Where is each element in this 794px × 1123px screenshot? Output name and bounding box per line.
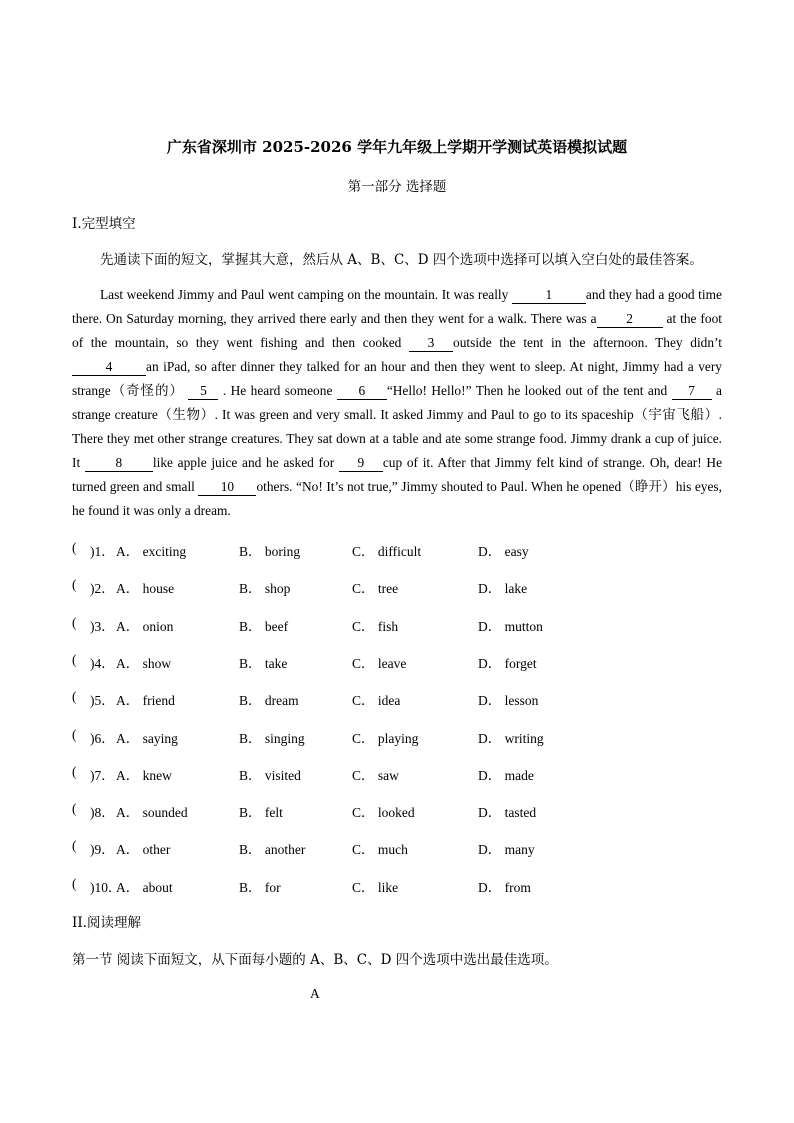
option-a: A． sounded bbox=[116, 805, 188, 821]
option-a: A． show bbox=[116, 655, 172, 671]
passage-text: like apple juice and he asked for bbox=[152, 455, 339, 470]
question-row bbox=[72, 689, 722, 709]
option-b: B． another bbox=[239, 842, 306, 858]
option-d: D． writing bbox=[478, 730, 544, 746]
passage-text: others. “No! It’s not true,” Jimmy shouted to Paul. When he opened（睁开）his eyes, he found it was only a dream. bbox=[72, 479, 722, 518]
blank-8: 8 bbox=[85, 455, 153, 472]
option-c: C． playing bbox=[352, 730, 419, 746]
section-heading-cloze: I.完型填空 bbox=[72, 216, 136, 232]
question-number: )1． bbox=[90, 544, 115, 559]
question-number: )3． bbox=[90, 618, 115, 634]
option-c: C． like bbox=[352, 879, 399, 895]
question-number: )7． bbox=[90, 767, 115, 783]
part-heading: 第一部分 选择题 bbox=[347, 179, 447, 195]
answer-paren[interactable]: ( bbox=[72, 651, 77, 667]
answer-paren[interactable]: ( bbox=[72, 577, 77, 593]
option-b: B． dream bbox=[239, 693, 299, 709]
option-b: B． take bbox=[239, 655, 288, 671]
question-number: )10． bbox=[90, 879, 122, 895]
question-number: )4． bbox=[90, 655, 115, 671]
reading-instruction: 第一节 阅读下面短文，从下面每小题的 A、B、C、D 四个选项中选出最佳选项。 bbox=[72, 952, 558, 968]
question-row bbox=[72, 577, 722, 597]
question-number: )8． bbox=[90, 805, 115, 821]
option-c: C． looked bbox=[352, 805, 415, 821]
page-title: 广东省深圳市 2025-2026 学年九年级上学期开学测试英语模拟试题 bbox=[166, 138, 628, 156]
answer-paren[interactable]: ( bbox=[72, 875, 77, 891]
blank-3: 3 bbox=[409, 335, 453, 352]
answer-paren[interactable]: ( bbox=[72, 838, 77, 854]
option-d: D． lesson bbox=[478, 693, 539, 709]
option-b: B． beef bbox=[239, 618, 289, 634]
blank-7: 7 bbox=[672, 383, 712, 400]
option-c: C． leave bbox=[352, 655, 407, 671]
section-heading-reading: II.阅读理解 bbox=[72, 915, 141, 931]
question-row bbox=[72, 615, 722, 635]
option-d: D． many bbox=[478, 842, 535, 858]
option-d: D． from bbox=[478, 879, 531, 895]
blank-10: 10 bbox=[198, 479, 256, 496]
question-row bbox=[72, 727, 722, 747]
passage-text: Last weekend Jimmy and Paul went camping on the mountain. It was really bbox=[100, 287, 512, 302]
option-a: A． friend bbox=[116, 693, 175, 709]
question-row bbox=[72, 764, 722, 784]
option-b: B． boring bbox=[239, 544, 301, 559]
answer-paren[interactable]: ( bbox=[72, 726, 77, 742]
option-d: D． forget bbox=[478, 655, 537, 671]
passage-text: a strange creature（生物）. It was green and very small. It asked Jimmy and Paul to go to its spaceship（宇宙飞船）. There they met other strange creatures. They sat down at a table and ate some strange food. Jimmy drank a cup of juice. It bbox=[72, 383, 722, 470]
option-d: D． made bbox=[478, 767, 534, 783]
option-d: D． lake bbox=[478, 581, 528, 597]
option-c: C． difficult bbox=[352, 544, 422, 559]
cloze-instruction: 先通读下面的短文，掌握其大意，然后从 A、B、C、D 四个选项中选择可以填入空白处的最佳答案。 bbox=[100, 252, 703, 268]
blank-6: 6 bbox=[337, 383, 387, 400]
option-a: A． onion bbox=[116, 618, 174, 634]
blank-9: 9 bbox=[339, 455, 383, 472]
passage-text: . He heard someone bbox=[218, 383, 337, 398]
option-c: C． tree bbox=[352, 581, 399, 597]
option-a: A． knew bbox=[116, 767, 172, 783]
option-d: D． easy bbox=[478, 544, 529, 559]
blank-2: 2 bbox=[597, 311, 663, 328]
option-a: A． about bbox=[116, 879, 173, 895]
question-row bbox=[72, 540, 722, 560]
passage-text: at the foot of the mountain, so they went fishing and then cooked bbox=[72, 311, 722, 350]
answer-paren[interactable]: ( bbox=[72, 540, 77, 555]
option-c: C． fish bbox=[352, 618, 399, 634]
answer-paren[interactable]: ( bbox=[72, 614, 77, 630]
answer-paren[interactable]: ( bbox=[72, 801, 77, 817]
question-number: )9． bbox=[90, 842, 115, 858]
question-row bbox=[72, 652, 722, 672]
option-c: C． much bbox=[352, 842, 408, 858]
question-number: )6． bbox=[90, 730, 115, 746]
option-a: A． other bbox=[116, 842, 171, 858]
passage-text: “Hello! Hello!” Then he looked out of the tent and bbox=[386, 383, 672, 398]
blank-1: 1 bbox=[512, 287, 586, 304]
option-a: A． saying bbox=[116, 730, 178, 746]
question-number: )2． bbox=[90, 581, 115, 597]
blank-4: 4 bbox=[72, 359, 146, 376]
question-row bbox=[72, 876, 722, 896]
passage-text: and they had a good time there. On Saturday morning, they arrived there early and then they went for a walk. There was a bbox=[72, 287, 722, 326]
option-a: A． house bbox=[116, 581, 175, 597]
cloze-passage bbox=[72, 283, 722, 523]
option-a: A． exciting bbox=[116, 544, 187, 559]
question-number: )5． bbox=[90, 693, 115, 709]
option-b: B． felt bbox=[239, 805, 283, 821]
question-row bbox=[72, 801, 722, 821]
option-c: C． saw bbox=[352, 767, 399, 783]
option-b: B． visited bbox=[239, 767, 301, 783]
answer-paren[interactable]: ( bbox=[72, 689, 77, 705]
option-b: B． singing bbox=[239, 730, 305, 746]
passage-label: A bbox=[310, 986, 320, 1001]
answer-paren[interactable]: ( bbox=[72, 763, 77, 779]
option-b: B． for bbox=[239, 879, 281, 895]
option-b: B． shop bbox=[239, 581, 291, 597]
option-d: D． tasted bbox=[478, 805, 537, 821]
passage-text: outside the tent in the afternoon. They didn’t bbox=[453, 335, 723, 350]
question-row bbox=[72, 838, 722, 858]
blank-5: 5 bbox=[188, 383, 218, 400]
passage-text: cup of it. After that Jimmy felt kind of strange. Oh, dear! He turned green and small bbox=[72, 455, 723, 494]
passage-text: an iPad, so after dinner they talked for an hour and then they went to sleep. At night, Jimmy had a very strange（奇怪的） bbox=[72, 359, 722, 398]
option-c: C． idea bbox=[352, 693, 401, 709]
option-d: D． mutton bbox=[478, 618, 543, 634]
